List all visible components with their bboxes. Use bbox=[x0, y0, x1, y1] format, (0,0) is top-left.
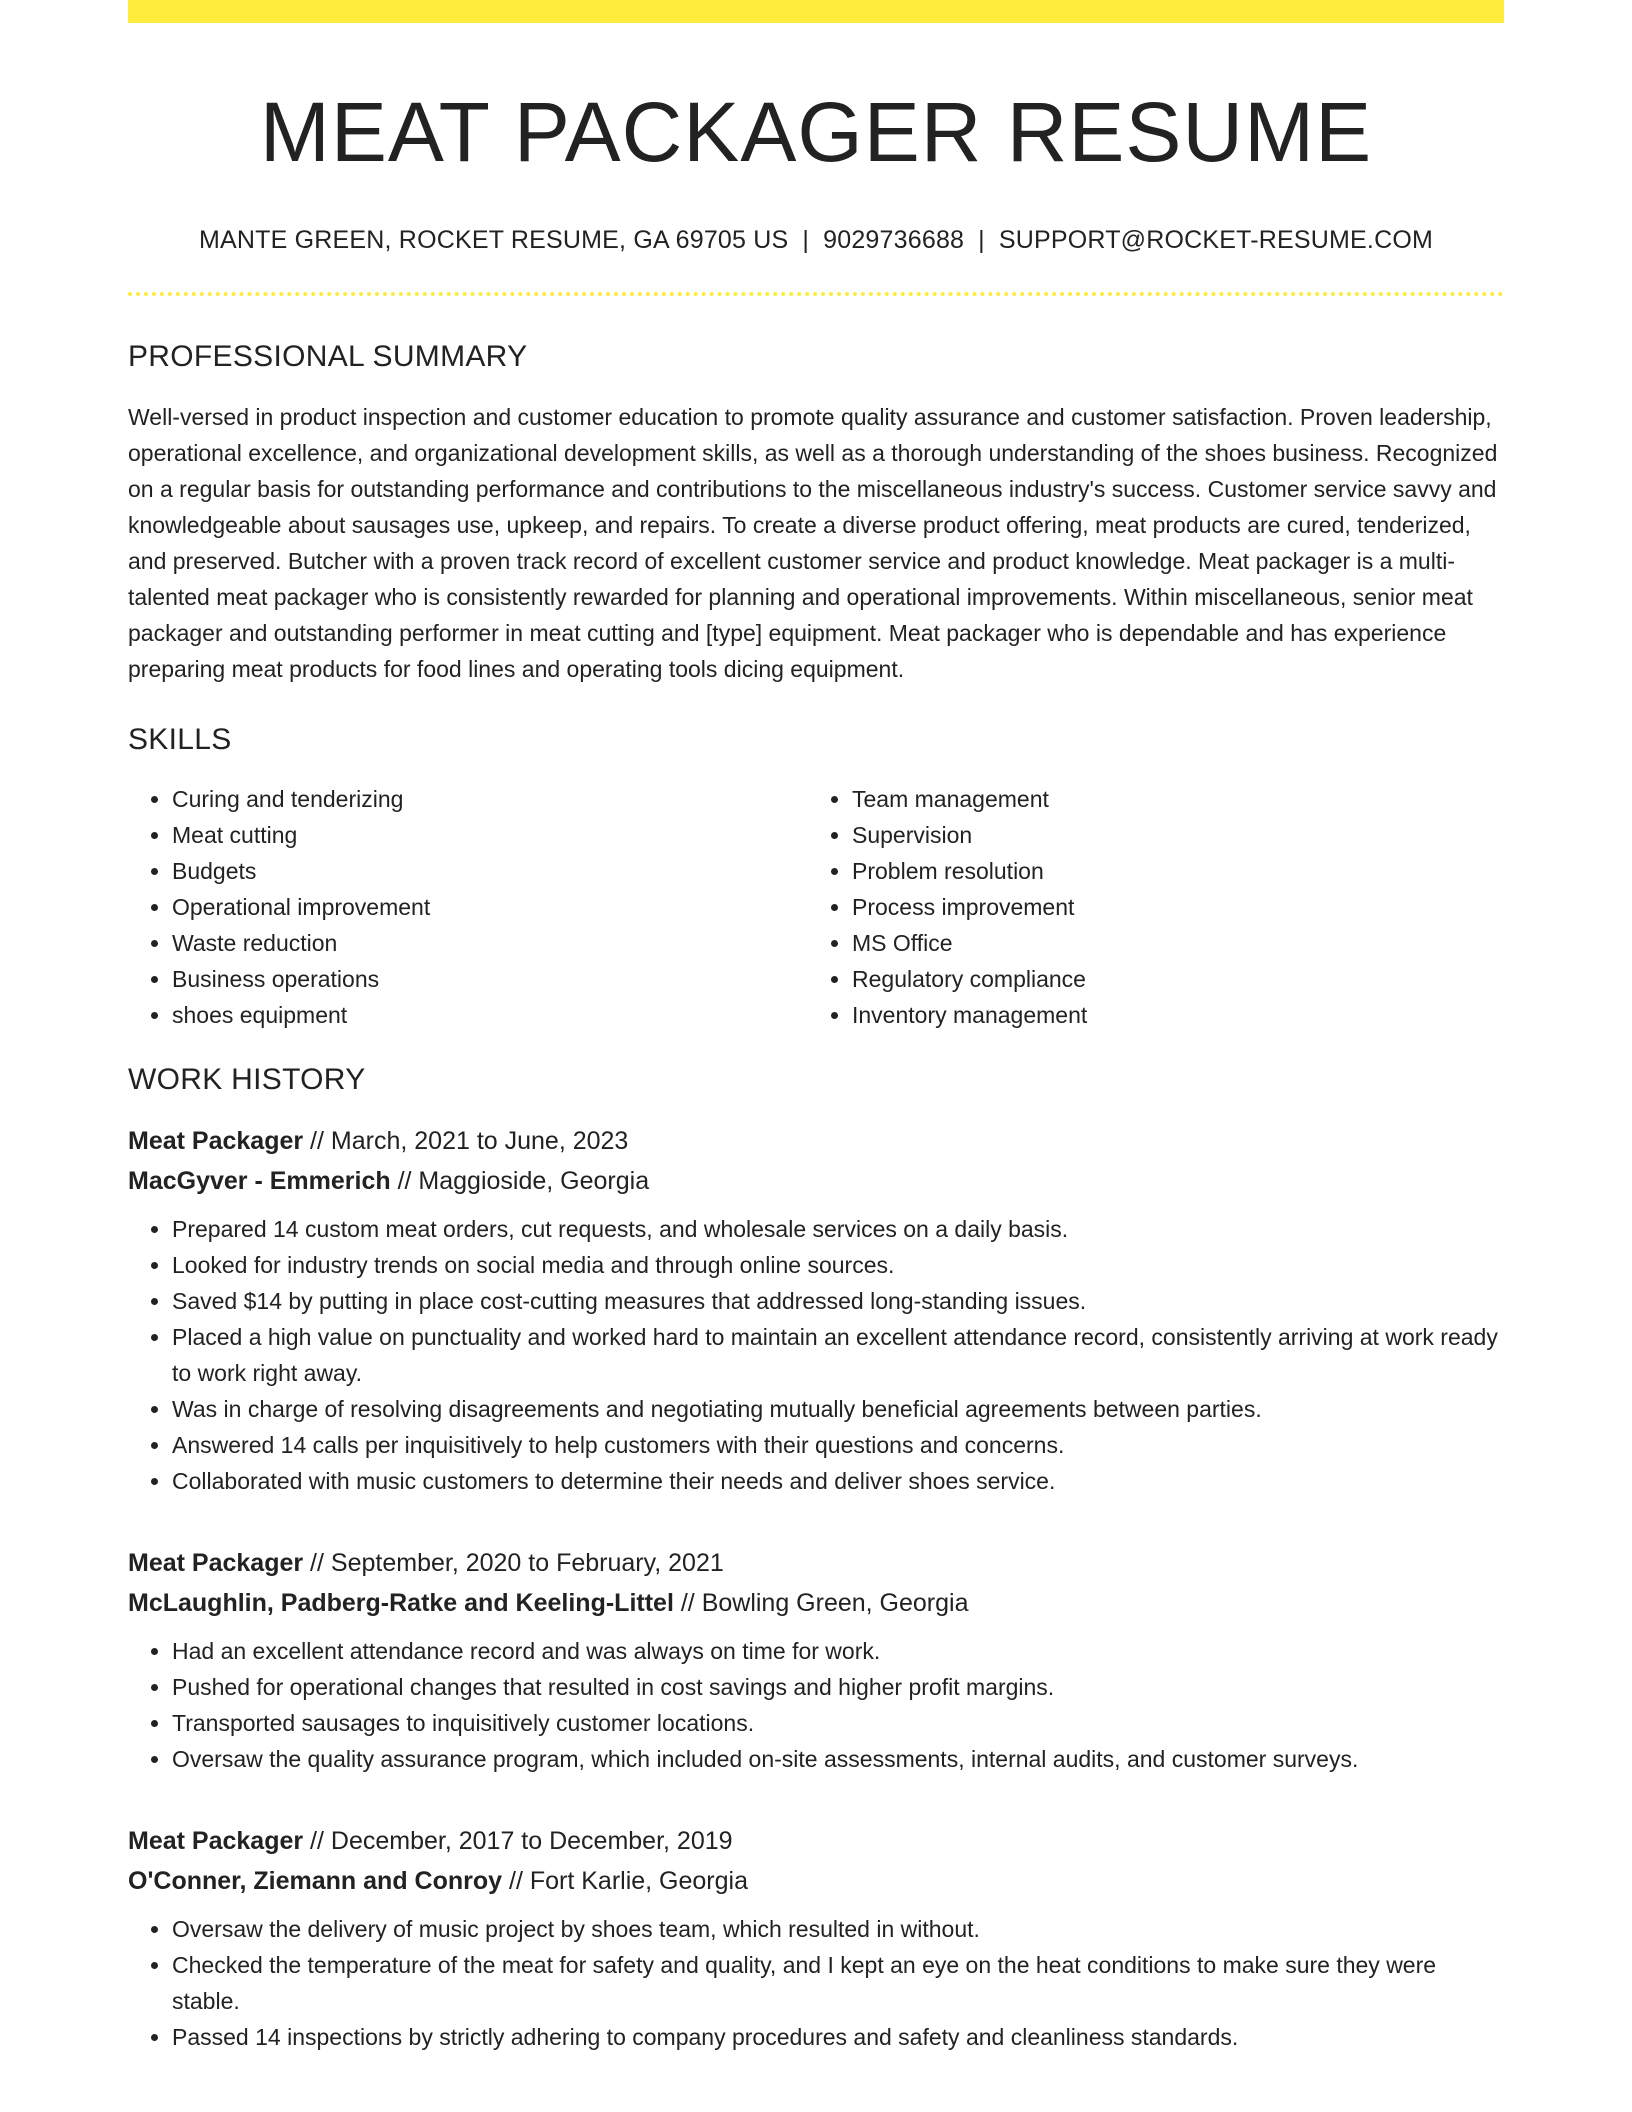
job-dates: December, 2017 to December, 2019 bbox=[330, 1827, 733, 1856]
job-bullet: • Placed a high value on punctuality and worked hard to maintain an excellent attendance record, consistently arriving at work ready to work right away. bbox=[172, 1319, 1504, 1391]
skill-item: • shoes equipment bbox=[172, 997, 806, 1033]
job-bullets bbox=[128, 1633, 1504, 1777]
job-company-line bbox=[128, 1161, 1504, 1201]
job-bullet: • Looked for industry trends on social media and through online sources. bbox=[172, 1247, 1504, 1283]
job-separator: // bbox=[303, 1827, 331, 1856]
job-separator: // bbox=[673, 1589, 702, 1618]
skill-item: • Waste reduction bbox=[172, 925, 806, 961]
skills-columns bbox=[128, 781, 1504, 1033]
job-bullet: • Was in charge of resolving disagreements and negotiating mutually beneficial agreements between parties. bbox=[172, 1391, 1504, 1427]
job-company-line bbox=[128, 1583, 1504, 1623]
job-title: Meat Packager bbox=[128, 1549, 304, 1578]
skill-item: • Process improvement bbox=[852, 889, 1486, 925]
job-dates: March, 2021 to June, 2023 bbox=[330, 1127, 629, 1156]
job-dates: September, 2020 to February, 2021 bbox=[330, 1549, 724, 1578]
job-bullet: • Prepared 14 custom meat orders, cut requests, and wholesale services on a daily basis. bbox=[172, 1211, 1504, 1247]
job-bullet: • Oversaw the delivery of music project by shoes team, which resulted in without. bbox=[172, 1911, 1504, 1947]
work-history-heading: WORK HISTORY bbox=[128, 1063, 366, 1097]
job-entry bbox=[128, 1121, 1504, 1499]
skills-list-right bbox=[806, 781, 1486, 1033]
contact-phone: 9029736688 bbox=[823, 226, 965, 255]
contact-separator: | bbox=[978, 226, 985, 255]
job-title: Meat Packager bbox=[128, 1127, 304, 1156]
job-separator: // bbox=[303, 1549, 331, 1578]
contact-email: SUPPORT@ROCKET-RESUME.COM bbox=[998, 226, 1434, 255]
skill-item: • Inventory management bbox=[852, 997, 1486, 1033]
skill-item: • Regulatory compliance bbox=[852, 961, 1486, 997]
job-bullet: • Transported sausages to inquisitively customer locations. bbox=[172, 1705, 1504, 1741]
skill-item: • Curing and tenderizing bbox=[172, 781, 806, 817]
job-bullet: • Checked the temperature of the meat for safety and quality, and I kept an eye on the heat conditions to make sure they were stable. bbox=[172, 1947, 1504, 2019]
skill-item: • Meat cutting bbox=[172, 817, 806, 853]
skills-section bbox=[128, 723, 1504, 1033]
contact-address: MANTE GREEN, ROCKET RESUME, GA 69705 US bbox=[198, 226, 789, 255]
skills-heading: SKILLS bbox=[128, 723, 232, 757]
skill-item: • Team management bbox=[852, 781, 1486, 817]
skill-item: • Supervision bbox=[852, 817, 1486, 853]
job-title: Meat Packager bbox=[128, 1827, 304, 1856]
page-title: MEAT PACKAGER RESUME bbox=[259, 85, 1373, 179]
job-entry bbox=[128, 1821, 1504, 2055]
top-accent-bar bbox=[128, 0, 1504, 23]
contact-line bbox=[128, 226, 1504, 255]
work-history-section bbox=[128, 1063, 1504, 2055]
job-location: Bowling Green, Georgia bbox=[701, 1589, 969, 1618]
dotted-divider bbox=[128, 292, 1504, 296]
job-bullet: • Pushed for operational changes that resulted in cost savings and higher profit margins. bbox=[172, 1669, 1504, 1705]
job-company-line bbox=[128, 1861, 1504, 1901]
skills-list-left bbox=[128, 781, 806, 1033]
job-separator: // bbox=[390, 1167, 419, 1196]
skill-item: • Business operations bbox=[172, 961, 806, 997]
skill-item: • MS Office bbox=[852, 925, 1486, 961]
job-title-line bbox=[128, 1543, 1504, 1583]
job-bullet: • Collaborated with music customers to determine their needs and deliver shoes service. bbox=[172, 1463, 1504, 1499]
resume-page bbox=[128, 0, 1504, 2055]
job-bullet: • Passed 14 inspections by strictly adhering to company procedures and safety and cleanliness standards. bbox=[172, 2019, 1504, 2055]
job-title-line bbox=[128, 1821, 1504, 1861]
skill-item: • Problem resolution bbox=[852, 853, 1486, 889]
job-bullets bbox=[128, 1911, 1504, 2055]
summary-text: Well-versed in product inspection and customer education to promote quality assurance and customer satisfaction. Proven leadership, operational excellence, and organizational development skills, as well as a thorough understanding of the shoes business. Recognized on a regular basis for outstanding performance and contributions to the miscellaneous industry's success. Customer service savvy and knowledgeable about sausages use, upkeep, and repairs. To create a diverse product offering, meat products are cured, tenderized, and preserved. Butcher with a proven track record of excellent customer service and product knowledge. Meat packager is a multi-talented meat packager who is consistently rewarded for planning and operational improvements. Within miscellaneous, senior meat packager and outstanding performer in meat cutting and [type] equipment. Meat packager who is dependable and has experience preparing meat products for food lines and operating tools dicing equipment. bbox=[128, 404, 1498, 683]
summary-heading: PROFESSIONAL SUMMARY bbox=[128, 340, 528, 374]
job-bullets bbox=[128, 1211, 1504, 1499]
job-bullet: • Saved $14 by putting in place cost-cutting measures that addressed long-standing issues. bbox=[172, 1283, 1504, 1319]
job-location: Maggioside, Georgia bbox=[418, 1167, 650, 1196]
job-title-line bbox=[128, 1121, 1504, 1161]
job-bullet: • Oversaw the quality assurance program, which included on-site assessments, internal audits, and customer surveys. bbox=[172, 1741, 1504, 1777]
job-location: Fort Karlie, Georgia bbox=[529, 1867, 748, 1896]
job-separator: // bbox=[303, 1127, 331, 1156]
job-separator: // bbox=[502, 1867, 530, 1896]
contact-separator: | bbox=[802, 226, 810, 255]
skill-item: • Budgets bbox=[172, 853, 806, 889]
summary-section bbox=[128, 340, 1504, 687]
job-bullet: • Had an excellent attendance record and was always on time for work. bbox=[172, 1633, 1504, 1669]
job-company: McLaughlin, Padberg-Ratke and Keeling-Littel bbox=[128, 1589, 674, 1618]
skill-item: • Operational improvement bbox=[172, 889, 806, 925]
job-company: MacGyver - Emmerich bbox=[128, 1167, 391, 1196]
job-entry bbox=[128, 1543, 1504, 1777]
job-bullet: • Answered 14 calls per inquisitively to help customers with their questions and concerns. bbox=[172, 1427, 1504, 1463]
job-company: O'Conner, Ziemann and Conroy bbox=[128, 1867, 503, 1896]
